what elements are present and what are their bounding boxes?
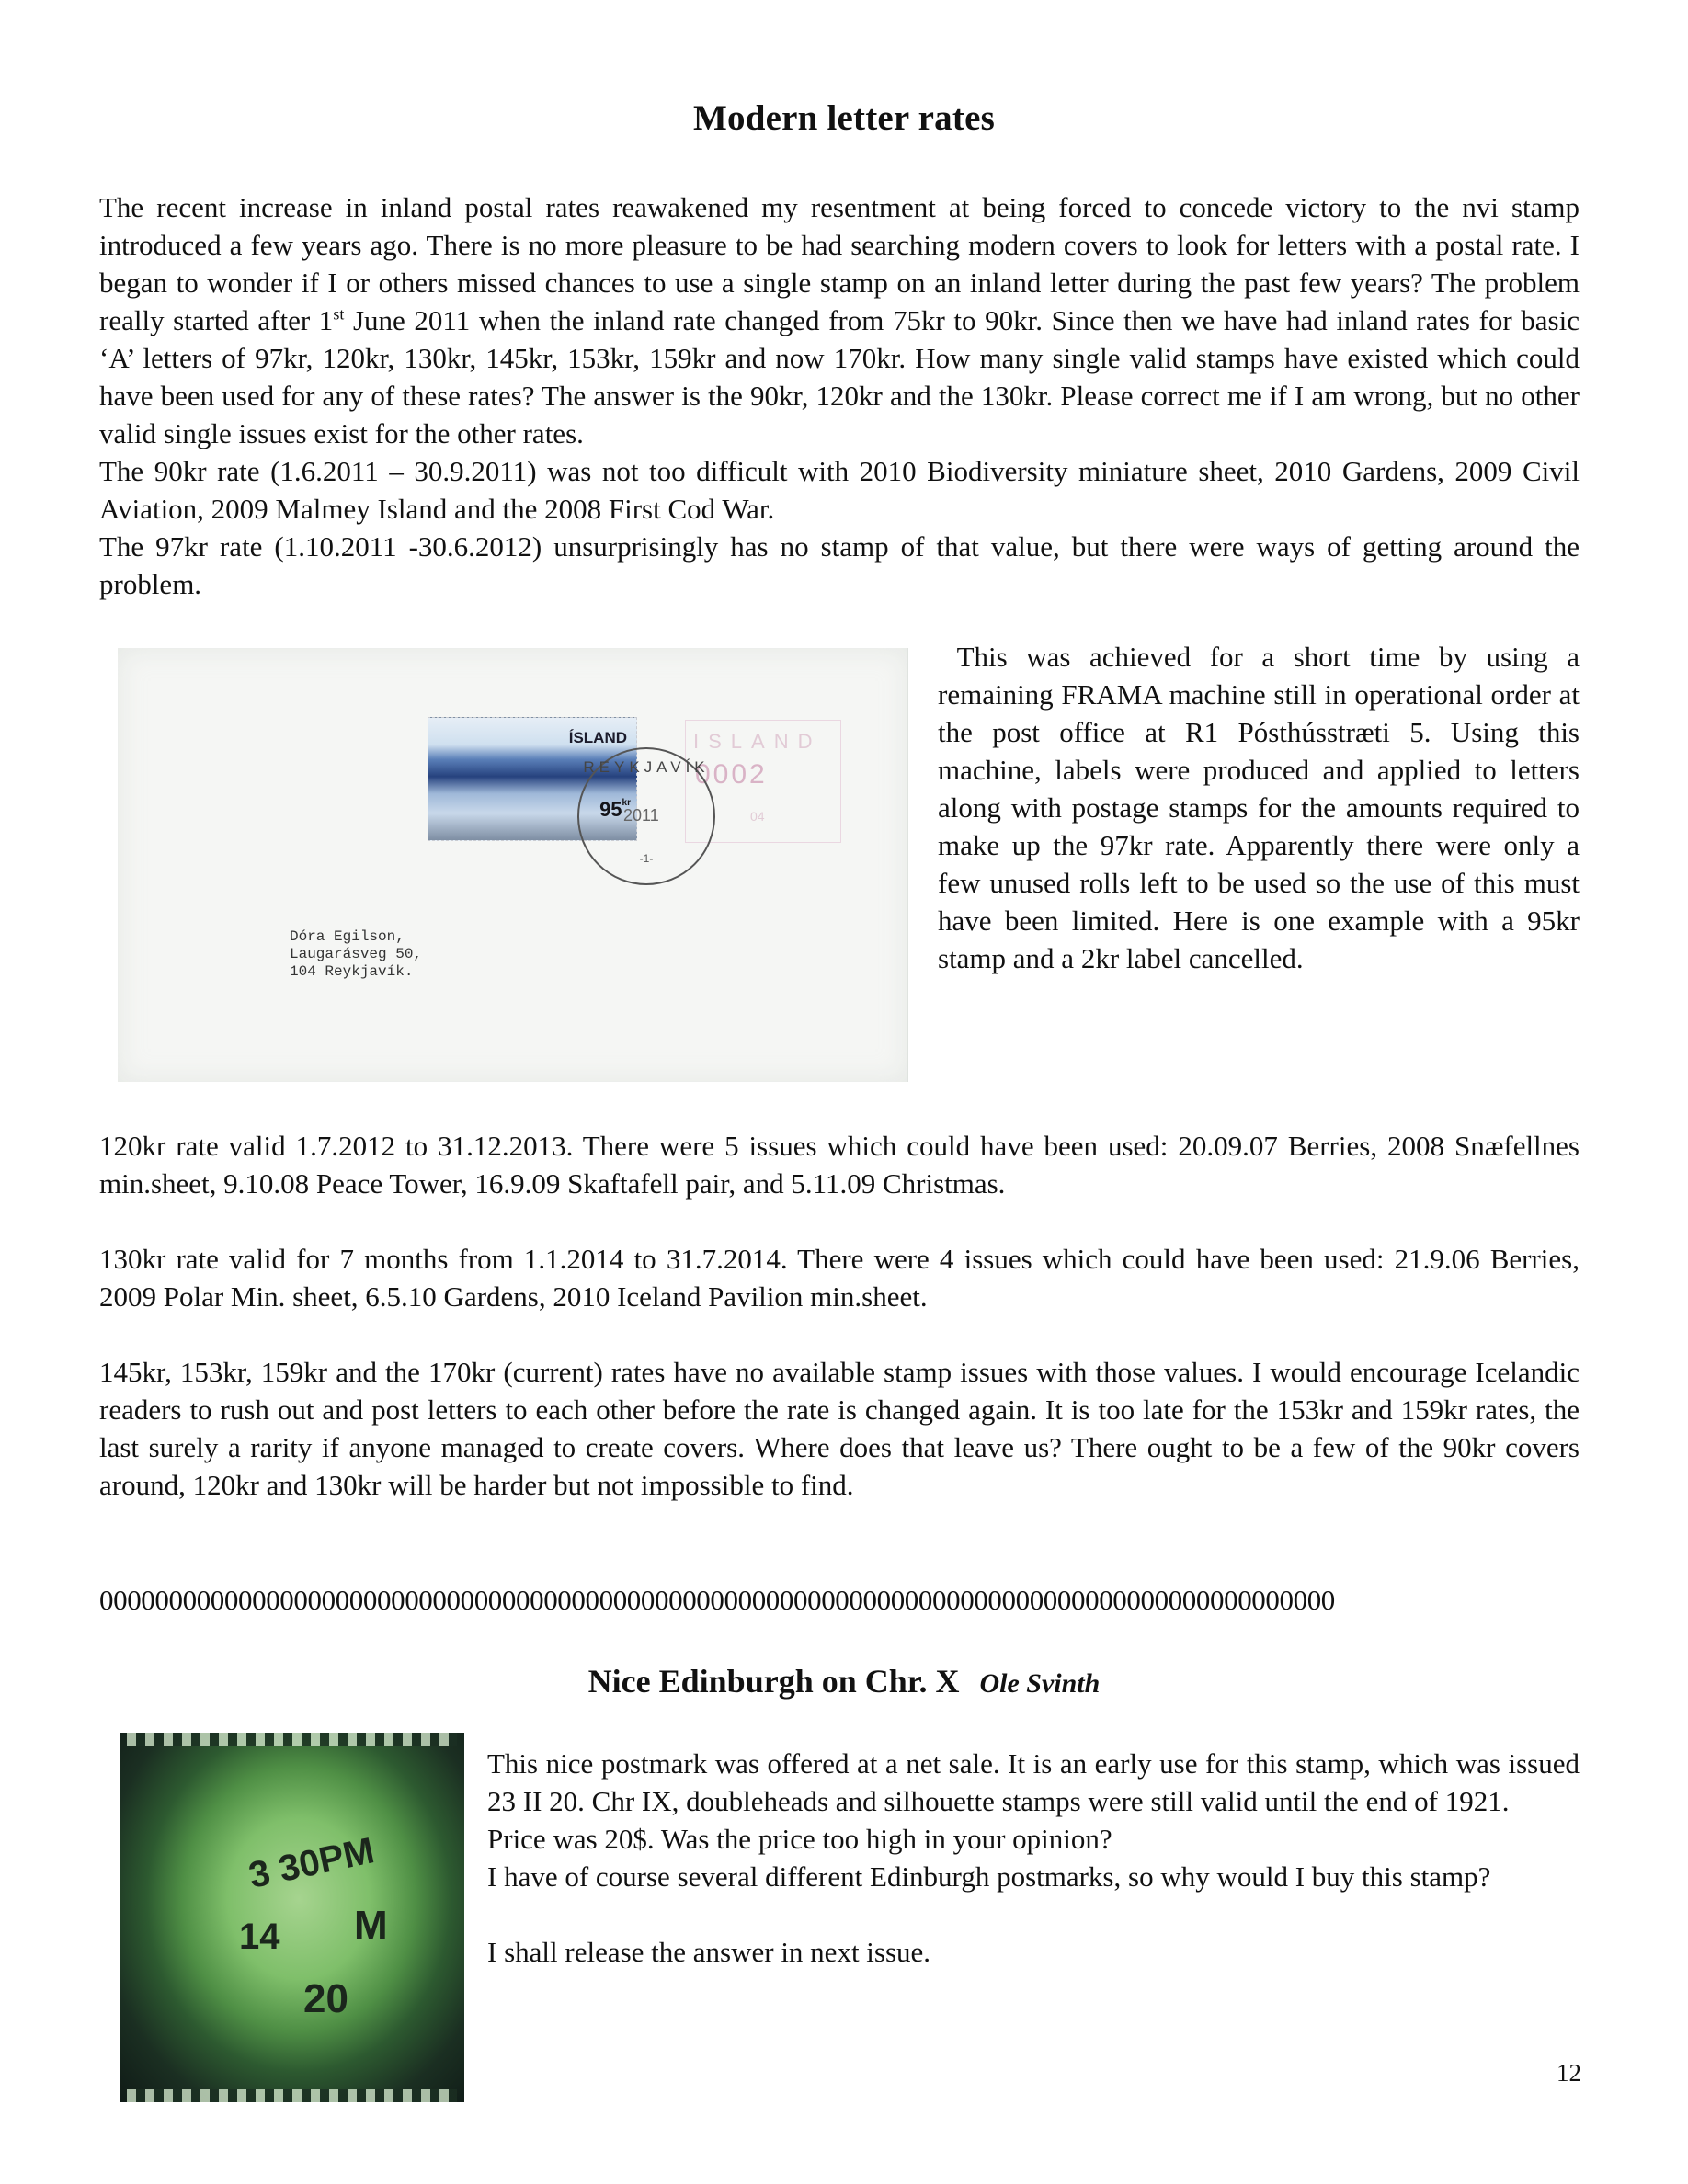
- postmark-city: REYKJAVÍK: [583, 758, 710, 776]
- frama-value: 0002: [695, 759, 768, 790]
- article2-p2: Price was 20$. Was the price too high in your opinion?: [487, 1823, 1112, 1855]
- article-title: Modern letter rates: [693, 98, 995, 138]
- section-separator: 00000000000000000000000000000000000000000000000000000000000000000000000000000000000000000: [99, 1584, 1335, 1616]
- cover-image: [118, 648, 908, 1082]
- stamp-perforation-bottom: [127, 2089, 457, 2102]
- postmark-circle: [577, 747, 715, 885]
- rate-90-paragraph: The 90kr rate (1.6.2011 – 30.9.2011) was not too difficult with 2010 Biodiversity miniature sheet, 2010 Gardens, 2009 Civil Aviation, 2009 Malmey Island and the 2008 First Cod War.: [99, 455, 1580, 525]
- rate-97-paragraph: The 97kr rate (1.10.2011 -30.6.2012) unsurprisingly has no stamp of that value, but there were ways of getting around the problem.: [99, 530, 1580, 600]
- article2-p3: I have of course several different Edinburgh postmarks, so why would I buy this stamp?: [487, 1860, 1491, 1893]
- rate-120-paragraph: 120kr rate valid 1.7.2012 to 31.12.2013. There were 5 issues which could have been used: 20.09.07 Berries, 2008 Snæfellnes min.sheet, 9.10.08 Peace Tower, 16.9.09 Skaftafell pair, and 5.11.09 Christmas.: [99, 1130, 1580, 1200]
- edinburgh-stamp-image: [120, 1733, 464, 2102]
- postmark-date: 2011: [623, 806, 659, 825]
- article2-heading: [0, 1662, 1688, 1701]
- rate-130-paragraph: 130kr rate valid for 7 months from 1.1.2014 to 31.7.2014. There were 4 issues which could have been used: 21.9.06 Berries, 2009 Polar Min. sheet, 6.5.10 Gardens, 2010 Iceland Pavilion min.sheet.: [99, 1243, 1580, 1313]
- page-number: 12: [1557, 2059, 1581, 2087]
- article2-title: Nice Edinburgh on Chr. X: [587, 1663, 960, 1700]
- stamp-country: ÍSLAND: [568, 729, 627, 746]
- intro-text-b: June 2011 when the inland rate changed from 75kr to 90kr. Since then we have had inland rates for basic ‘A’ letters of 97kr, 120kr, 130kr, 145kr, 153kr, 159kr and now 170kr. How many single valid stamps have existed which could have been used for any of these rates? The answer is the 90kr, 120kr and the 130kr. Please correct me if I am wrong, but no other valid single issues exist for the other rates.: [99, 304, 1580, 449]
- frama-country: ISLAND: [693, 730, 822, 753]
- stamp-postmark-year: 20: [303, 1976, 348, 2021]
- article2-p4: I shall release the answer in next issue.: [487, 1936, 931, 1968]
- cover-address: Dóra Egilson, Laugarásveg 50, 104 Reykjavík.: [290, 928, 423, 980]
- stamp-postmark-day: 14: [239, 1917, 280, 1957]
- article-body-top: [99, 188, 1580, 603]
- frama-code: 04: [750, 809, 765, 824]
- intro-paragraph: [99, 188, 1580, 452]
- ordinal-superscript: st: [333, 304, 345, 324]
- article2-body: [487, 1745, 1580, 1971]
- stamp-perforation-top: [127, 1733, 457, 1746]
- conclusion-paragraph: 145kr, 153kr, 159kr and the 170kr (current) rates have no available stamp issues with those values. I would encourage Icelandic readers to rush out and post letters to each other before the rate is changed again. It is too late for the 153kr and 159kr rates, the last surely a rarity if anyone managed to create covers. Where does that leave us? There ought to be a few of the 90kr covers around, 120kr and 130kr will be harder but not impossible to find.: [99, 1356, 1580, 1501]
- intro-text-a: The recent increase in inland postal rates reawakened my resentment at being forced to concede victory to the nvi stamp introduced a few years ago. There is no more pleasure to be had searching modern covers to look for letters with a postal rate. I began to wonder if I or others missed chances to use a single stamp on an inland letter during the past few years? The problem really started after 1: [99, 191, 1580, 336]
- frama-paragraph: This was achieved for a short time by using a remaining FRAMA machine still in operational order at the post office at R1 Pósthússtræti 5. Using this machine, labels were produced and applied to letters along with postage stamps for the amounts required to make up the 97kr rate. Apparently there were only a few unused rolls left to be used so the use of this must have been limited. Here is one example with a 95kr stamp and a 2kr label cancelled.: [938, 641, 1587, 974]
- stamp-value-number: 95: [599, 798, 622, 821]
- article2-author: Ole Svinth: [979, 1668, 1101, 1699]
- stamp-postmark-month: M: [354, 1903, 388, 1948]
- stamp-postmark-time: 3 30PM: [245, 1830, 378, 1896]
- postmark-code: -1-: [639, 852, 654, 865]
- stamp-value-unit: kr: [622, 798, 631, 808]
- cover-edge: [907, 648, 908, 1082]
- article2-p1: This nice postmark was offered at a net sale. It is an early use for this stamp, which was issued 23 II 20. Chr IX, doubleheads and silhouette stamps were still valid until the end of 1921.: [487, 1747, 1580, 1817]
